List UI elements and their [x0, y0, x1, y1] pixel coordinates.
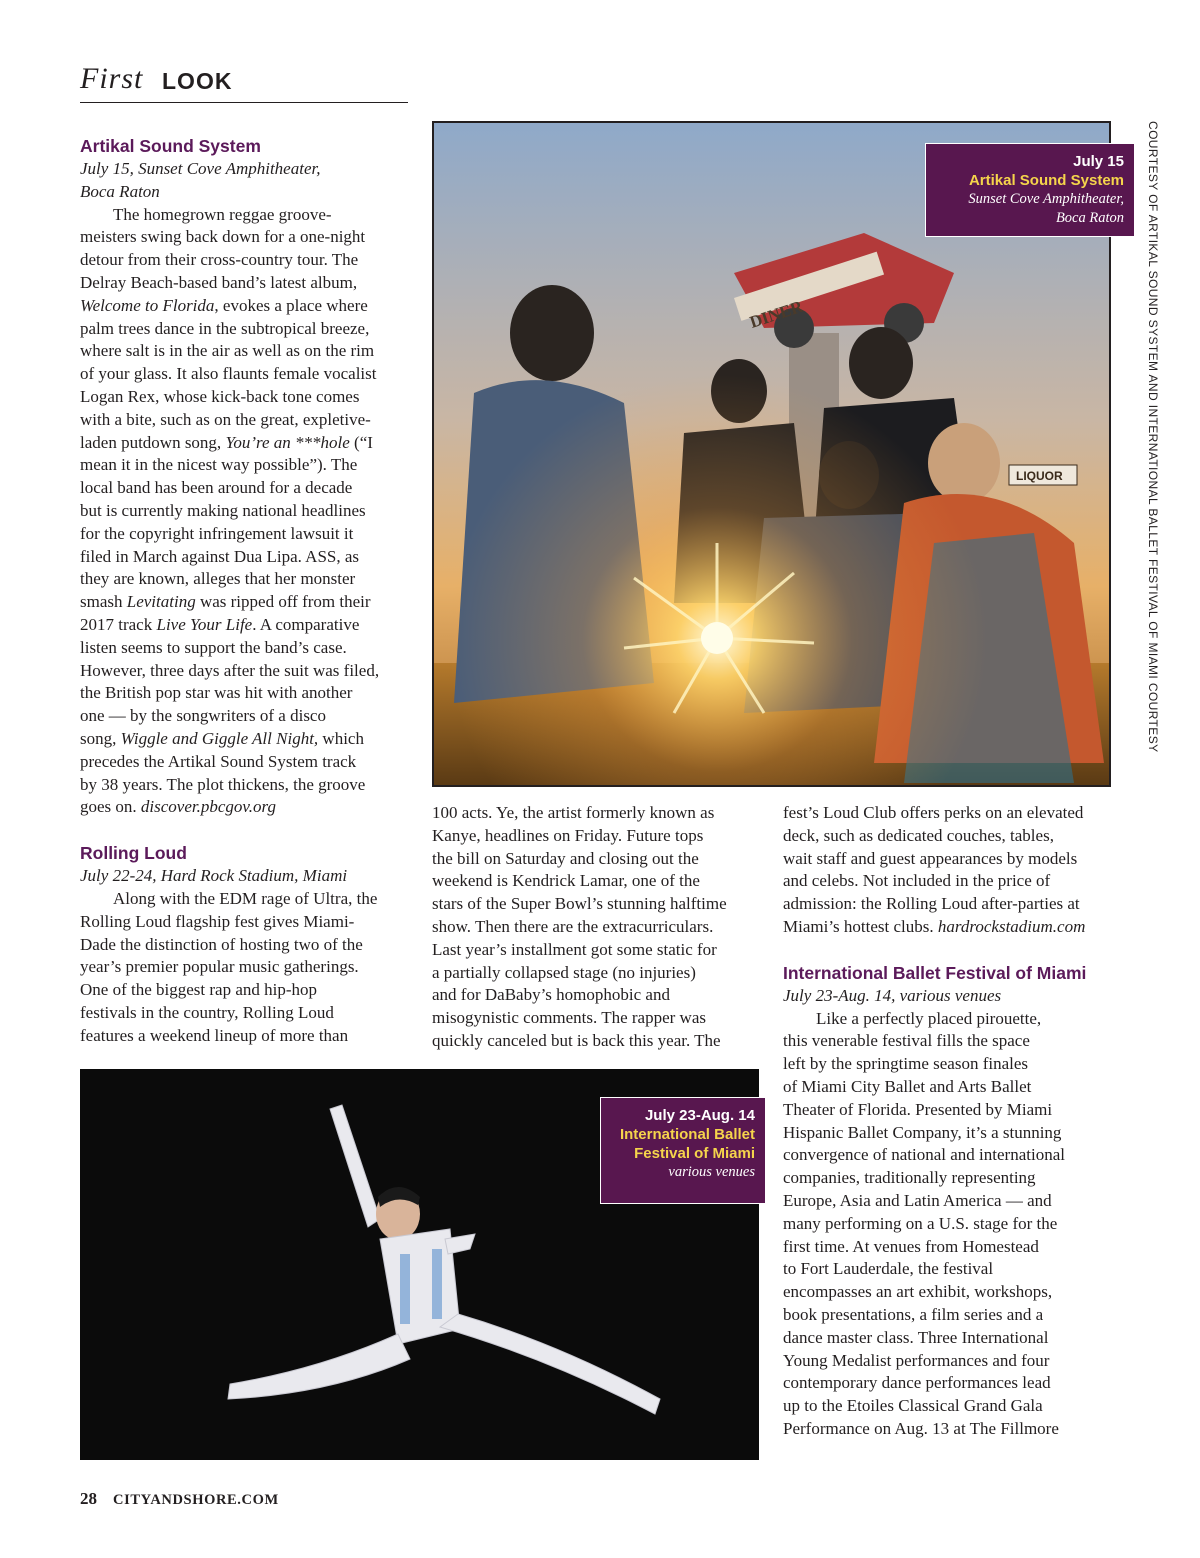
song-title: Live Your Life [156, 614, 253, 634]
song-title: You’re an ***hole [225, 432, 350, 452]
text-line: of your glass. It also flaunts female vocalist [80, 364, 377, 384]
text-line: One of the biggest rap and hip-hop [80, 980, 317, 1000]
text-line: dance master class. Three International [783, 1327, 1049, 1347]
page-number: 28 [80, 1489, 97, 1508]
text-line: 100 acts. Ye, the artist formerly known as [432, 803, 715, 822]
text-run: 2017 track [80, 614, 157, 634]
callout-name-2: Festival of Miami [634, 1145, 755, 1162]
text-line: festivals in the country, Rolling Loud [80, 1002, 334, 1022]
text-line: Kanye, headlines on Friday. Future tops [432, 825, 704, 845]
text-line: wait staff and guest appearances by models [783, 848, 1078, 868]
text-line: a partially collapsed stage (no injuries) [432, 962, 696, 982]
section-header [80, 62, 408, 103]
text-line: to Fort Lauderdale, the festival [783, 1259, 994, 1279]
text-line: deck, such as dedicated couches, tables, [783, 825, 1054, 845]
text-line: by 38 years. The plot thickens, the groove [80, 774, 366, 794]
text-line: encompasses an art exhibit, workshops, [783, 1282, 1053, 1302]
text-line: Theater of Florida. Presented by Miami [783, 1099, 1053, 1119]
text-line: Delray Beach-based band’s latest album, [80, 272, 358, 292]
text-run: , evokes a place where [214, 295, 368, 315]
text-line: Hispanic Ballet Company, it’s a stunning [783, 1122, 1062, 1142]
callout-date: July 23-Aug. 14 [644, 1107, 755, 1124]
album-title: Welcome to Florida [80, 295, 215, 315]
text-line: features a weekend lineup of more than [80, 1025, 349, 1045]
text-line: book presentations, a film series and a [783, 1304, 1044, 1324]
text-line: stars of the Super Bowl’s stunning halftime [432, 894, 727, 914]
text-line: local band has been around for a decade [80, 478, 353, 498]
text-run: smash [80, 592, 127, 612]
text-line: fest’s Loud Club offers perks on an elevated [783, 803, 1084, 822]
text-line [80, 295, 408, 318]
text-line [80, 432, 408, 455]
text-line: mean it in the nicest way possible”). The [80, 455, 358, 475]
callout-name: Artikal Sound System [968, 172, 1124, 189]
text-line: of Miami City Ballet and Arts Ballet [783, 1076, 1032, 1096]
text-line: Logan Rex, whose kick-back tone comes [80, 386, 360, 406]
text-line: Last year’s installment got some static for [432, 939, 717, 959]
text-line: for the copyright infringement lawsuit it [80, 523, 354, 543]
callout-venue: Sunset Cove Amphitheater, [968, 191, 1124, 207]
artikal-heading: Artikal Sound System [80, 136, 261, 156]
callout-name: International Ballet [619, 1126, 755, 1143]
text-line: admission: the Rolling Loud after-parties at [783, 894, 1080, 914]
left-column [80, 134, 408, 1047]
text-line: weekend is Kendrick Lamar, one of the [432, 871, 700, 891]
text-line: Dade the distinction of hosting two of the [80, 934, 363, 954]
text-run: Miami’s hottest clubs. [783, 916, 938, 936]
text-line: one — by the songwriters of a disco [80, 706, 326, 726]
text-line: detour from their cross-country tour. The [80, 250, 359, 270]
text-line: companies, traditionally representing [783, 1168, 1036, 1188]
text-line: Like a perfectly placed pirouette, [816, 1008, 1042, 1028]
ballet-callout [600, 1097, 766, 1204]
text-line [783, 916, 1113, 939]
artikal-dateline: July 15, Sunset Cove Amphitheater, [80, 159, 321, 178]
text-line: with a bite, such as on the great, expletive- [80, 409, 371, 429]
text-line: year’s premier popular music gatherings. [80, 957, 359, 977]
text-line: many performing on a U.S. stage for the [783, 1213, 1058, 1233]
callout-venue: various venues [668, 1164, 755, 1180]
photo-credit: COURTESY OF ARTIKAL SOUND SYSTEM AND INTERNATIONAL BALLET FESTIVAL OF MIAMI COURTESY [1146, 121, 1160, 753]
callout-date: July 15 [1073, 153, 1124, 170]
text-line: left by the springtime season finales [783, 1054, 1029, 1074]
text-line: and celebs. Not included in the price of [783, 871, 1051, 891]
artikal-dateline-2: Boca Raton [80, 181, 160, 201]
text-line: palm trees dance in the subtropical breeze, [80, 318, 370, 338]
song-title: Wiggle and Giggle All Night, [120, 728, 319, 748]
text-run: which [318, 728, 364, 748]
text-line: the bill on Saturday and closing out the [432, 848, 699, 868]
text-line: first time. At venues from Homestead [783, 1236, 1039, 1256]
site-name[interactable]: CITYANDSHORE.COM [113, 1492, 279, 1508]
text-line: The homegrown reggae groove- [113, 204, 332, 224]
text-line: convergence of national and international [783, 1145, 1065, 1165]
text-line: precedes the Artikal Sound System track [80, 751, 357, 771]
text-line: up to the Etoiles Classical Grand Gala [783, 1396, 1043, 1416]
section-title: LOOK [162, 68, 233, 94]
artikal-link[interactable]: discover.pbcgov.org [140, 797, 276, 817]
text-line: meisters swing back down for a one-night [80, 227, 366, 247]
text-run: was ripped off from their [195, 592, 371, 612]
text-line: filed in March against Dua Lipa. ASS, as [80, 546, 360, 566]
song-title: Levitating [126, 592, 196, 612]
right-column [783, 802, 1113, 1441]
text-line [80, 614, 408, 637]
text-line: but is currently making national headlines [80, 500, 366, 520]
text-line: Performance on Aug. 13 at The Fillmore [783, 1418, 1059, 1438]
text-line: this venerable festival fills the space [783, 1031, 1030, 1051]
ballet-dateline: July 23-Aug. 14, various venues [783, 985, 1002, 1005]
text-run: laden putdown song, [80, 432, 226, 452]
text-run: (“I [349, 432, 373, 452]
text-run: song, [80, 728, 121, 748]
text-line [80, 728, 408, 751]
text-line: However, three days after the suit was filed, [80, 660, 380, 680]
rolling-loud-dateline: July 22-24, Hard Rock Stadium, Miami [80, 866, 348, 886]
artikal-callout [925, 143, 1135, 237]
text-line: the British pop star was hit with another [80, 683, 353, 703]
page-footer [80, 1489, 279, 1509]
rolling-loud-link[interactable]: hardrockstadium.com [937, 916, 1086, 936]
text-line: misogynistic comments. The rapper was [432, 1008, 706, 1028]
text-line: Europe, Asia and Latin America — and [783, 1190, 1052, 1210]
text-line: Rolling Loud flagship fest gives Miami- [80, 911, 355, 931]
text-line: Young Medalist performances and four [783, 1350, 1050, 1370]
text-line: listen seems to support the band’s case. [80, 637, 347, 657]
callout-venue-2: Boca Raton [1055, 210, 1124, 226]
text-run: . A comparative [252, 614, 360, 634]
text-line: quickly canceled but is back this year. The [432, 1030, 721, 1050]
text-line [80, 796, 408, 819]
text-line [80, 591, 408, 614]
middle-column [432, 802, 762, 1053]
text-line: where salt is in the air as well as on the rim [80, 341, 375, 361]
text-line: show. Then there are the extracurriculars. [432, 916, 714, 936]
text-run: goes on. [80, 797, 141, 817]
ballet-heading: International Ballet Festival of Miami [783, 962, 1087, 983]
section-script-title: First [80, 62, 144, 95]
text-line: contemporary dance performances lead [783, 1373, 1051, 1393]
text-line: Along with the EDM rage of Ultra, the [113, 888, 378, 908]
rolling-loud-heading: Rolling Loud [80, 843, 187, 864]
text-line: they are known, alleges that her monster [80, 569, 356, 589]
text-line: and for DaBaby’s homophobic and [432, 985, 670, 1005]
